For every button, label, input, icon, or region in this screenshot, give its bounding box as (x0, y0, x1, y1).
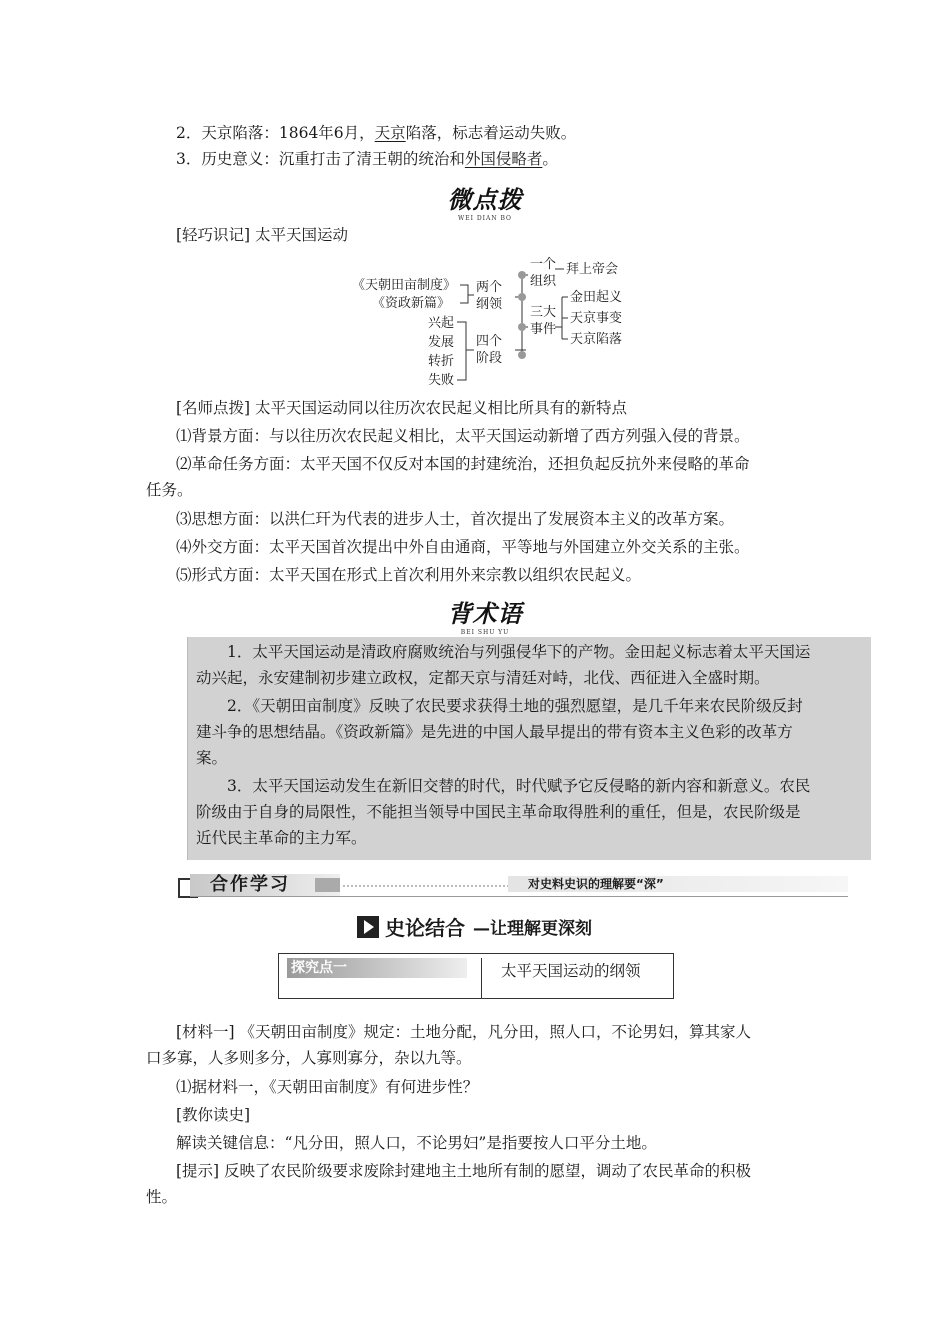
section-underline (190, 896, 848, 897)
teacher-point-3: ⑶思想方面：以洪仁玕为代表的进步人士，首次提出了发展资本主义的改革方案。 (176, 510, 735, 528)
summary-line-2: 动兴起，永安建制初步建立政权，定都天京与清廷对峙，北伐、西征进入全盛时期。 (196, 669, 770, 687)
summary-line-6: 3．太平天国运动发生在新旧交替的时代，时代赋予它反侵略的新内容和新意义。农民 (227, 777, 811, 795)
explore-topic: 太平天国运动的纲领 (501, 962, 641, 980)
teacher-point-2b: 任务。 (146, 481, 193, 499)
explore-divider (481, 958, 482, 998)
banner-wei-dian-bo: 微点拨 WEI DIAN BO (447, 185, 523, 222)
section-dotted-rule (343, 885, 513, 887)
summary-line-1: 1．太平天国运动是清政府腐败统治与列强侵华下的产物。金田起义标志着太平天国运 (227, 643, 811, 661)
banner-bei-shu-yu: 背术语 BEI SHU YU (447, 599, 523, 636)
section-gray-block (315, 878, 340, 892)
summary-box (187, 637, 871, 860)
teacher-point-5: ⑸形式方面：太平天国在形式上首次利用外来宗教以组织农民起义。 (176, 566, 642, 584)
section-tagline: 对史料史识的理解要“深” (528, 877, 664, 891)
summary-line-4: 建斗争的思想结晶。《资政新篇》是先进的中国人最早提出的带有资本主义色彩的改革方 (196, 723, 793, 741)
teacher-point-2a: ⑵革命任务方面：太平天国不仅反对本国的封建统治，还担负起反抗外来侵略的革命 (176, 455, 750, 473)
mindmap-three-events: 三大事件 (530, 305, 557, 337)
material-line-1: [材料一] 《天朝田亩制度》规定：土地分配，凡分田，照人口，不论男妇，算其家人 (176, 1023, 752, 1041)
section-bar (178, 872, 848, 898)
hint-line-1: [提示] 反映了农民阶级要求废除封建地主土地所有制的愿望，调动了农民革命的积极 (176, 1162, 752, 1180)
summary-line-8: 近代民主革命的主力军。 (196, 829, 367, 847)
play-triangle-icon (357, 916, 379, 938)
teacher-title: [名师点拨] 太平天国运动同以往历次农民起义相比所具有的新特点 (176, 399, 628, 417)
subsection-title: 史论结合 (385, 916, 465, 940)
teacher-point-1: ⑴背景方面：与以往历次农民起义相比，太平天国运动新增了西方列强入侵的背景。 (176, 427, 750, 445)
summary-line-7: 阶级由于自身的局限性，不能担当领导中国民主革命取得胜利的重任，但是，农民阶级是 (196, 803, 801, 821)
mindmap-stage-2: 发展 (428, 335, 455, 350)
explore-box (278, 953, 674, 999)
intro-line-3: 3．历史意义：沉重打击了清王朝的统治和外国侵略者。 (176, 150, 558, 168)
mindmap-doc-1: 《天朝田亩制度》 (352, 278, 457, 293)
mindmap-two-programs: 两个纲领 (476, 280, 503, 312)
summary-line-3: 2．《天朝田亩制度》反映了农民要求获得土地的强烈愿望，是几千年来农民阶级反封 (227, 697, 803, 715)
material-line-2: 口多寡，人多则多分，人寡则寡分，杂以九等。 (146, 1049, 472, 1067)
mindmap-one-org: 一个组织 (530, 257, 557, 289)
memo-title: [轻巧识记] 太平天国运动 (176, 226, 349, 244)
mindmap-stage-1: 兴起 (428, 316, 455, 331)
hint-line-2: 性。 (146, 1188, 178, 1206)
subsection-suffix: —让理解更深刻 (473, 919, 592, 939)
key-info: 解读关键信息：“凡分田，照人口，不论男妇”是指要按人口平分土地。 (176, 1134, 657, 1152)
underline-foreign-invaders: 外国侵略者 (464, 150, 543, 168)
intro-line-2: 2．天京陷落：1864年6月，天京陷落，标志着运动失败。 (176, 124, 577, 142)
explore-tag: 探究点一 (291, 960, 347, 976)
mindmap-event-1: 金田起义 (570, 290, 623, 305)
mindmap-event-3: 天京陷落 (570, 332, 623, 347)
mindmap-stage-4: 失败 (428, 373, 455, 388)
mindmap-stage-3: 转折 (428, 354, 455, 369)
mindmap-doc-2: 《资政新篇》 (372, 296, 451, 311)
teacher-point-4: ⑷外交方面：太平天国首次提出中外自由通商，平等地与外国建立外交关系的主张。 (176, 538, 750, 556)
summary-line-5: 案。 (196, 749, 228, 767)
underline-tianjing: 天京 (374, 124, 406, 142)
mindmap-org-name: 拜上帝会 (566, 262, 619, 277)
mindmap-event-2: 天京事变 (570, 311, 623, 326)
question-1: ⑴据材料一，《天朝田亩制度》有何进步性？ (176, 1078, 479, 1096)
section-title: 合作学习 (210, 874, 290, 895)
teach-read-label: [教你读史] (176, 1106, 251, 1124)
mindmap-four-stages: 四个阶段 (476, 334, 503, 366)
